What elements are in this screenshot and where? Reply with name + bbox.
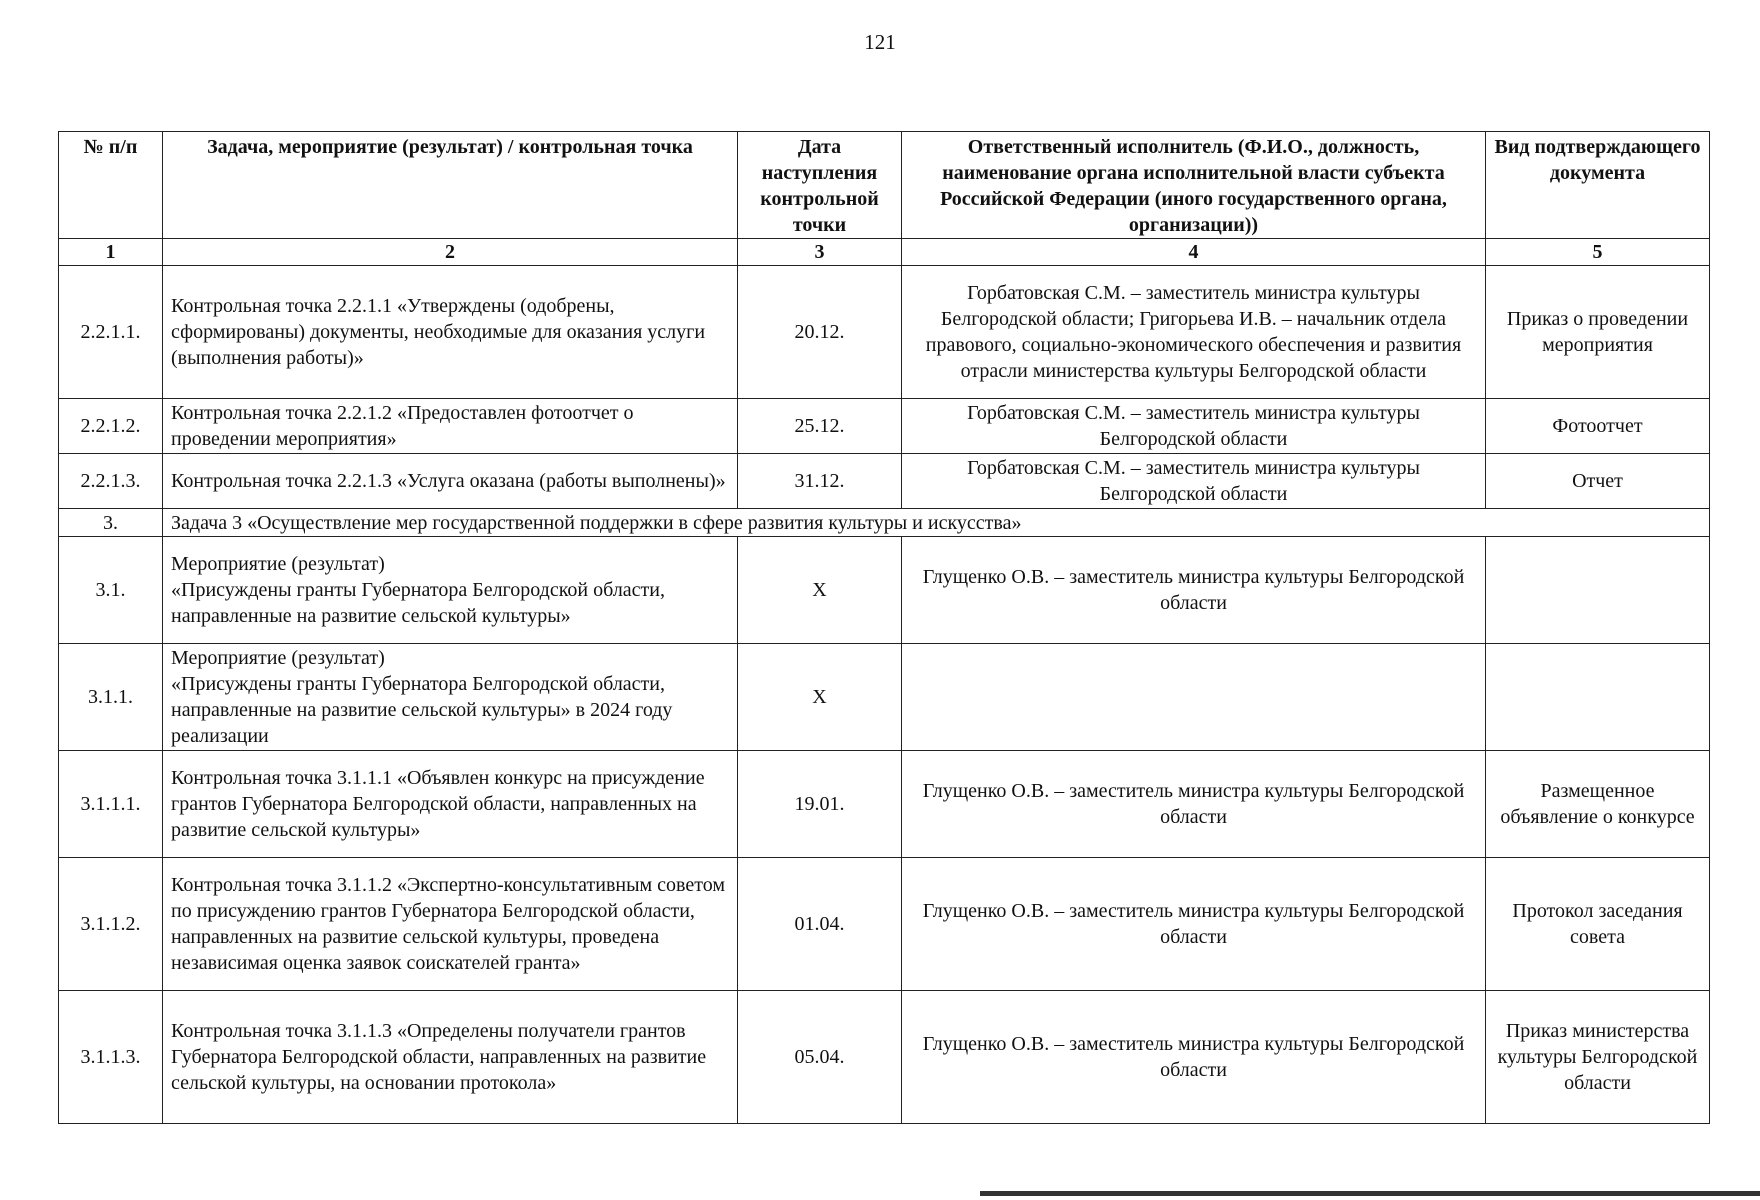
row-responsible: Горбатовская С.М. – заместитель министра культуры Белгородской области; Григорьева И.В. – начальник отдела правового, социально-экономического обеспечения и развития отрасли министерства культуры Белгородской области — [902, 266, 1486, 399]
row-document — [1486, 644, 1710, 751]
row-task: Контрольная точка 3.1.1.2 «Экспертно-консультативным советом по присуждению грантов Губернатора Белгородской области, направленных на развитие сельской культуры, проведена независимая оценка заявок соискателей гранта» — [163, 858, 738, 991]
column-number: 5 — [1486, 239, 1710, 266]
row-number: 2.2.1.1. — [59, 266, 163, 399]
table-row — [59, 537, 1710, 644]
row-document: Размещенное объявление о конкурсе — [1486, 751, 1710, 858]
row-number: 3.1.1. — [59, 644, 163, 751]
row-responsible: Горбатовская С.М. – заместитель министра культуры Белгородской области — [902, 454, 1486, 509]
row-date: 25.12. — [738, 399, 902, 454]
table-row — [59, 991, 1710, 1124]
header-row — [59, 132, 1710, 239]
row-document: Отчет — [1486, 454, 1710, 509]
scan-edge-divider — [980, 1191, 1760, 1196]
row-document: Приказ министерства культуры Белгородской области — [1486, 991, 1710, 1124]
row-number: 3. — [59, 509, 163, 537]
header-date: Дата наступления контрольной точки — [738, 132, 902, 239]
row-responsible: Глущенко О.В. – заместитель министра культуры Белгородской области — [902, 991, 1486, 1124]
row-task-title: «Присуждены гранты Губернатора Белгородской области, направленные на развитие сельской культуры» в 2024 году реализации — [171, 673, 673, 747]
row-responsible: Глущенко О.В. – заместитель министра культуры Белгородской области — [902, 858, 1486, 991]
row-number: 3.1. — [59, 537, 163, 644]
row-task: Контрольная точка 2.2.1.1 «Утверждены (одобрены, сформированы) документы, необходимые для оказания услуги (выполнения работы)» — [163, 266, 738, 399]
column-number: 3 — [738, 239, 902, 266]
table-row — [59, 454, 1710, 509]
row-date: 01.04. — [738, 858, 902, 991]
column-number: 2 — [163, 239, 738, 266]
row-task: Контрольная точка 2.2.1.2 «Предоставлен фотоотчет о проведении мероприятия» — [163, 399, 738, 454]
row-task: Контрольная точка 3.1.1.3 «Определены получатели грантов Губернатора Белгородской области, направленных на развитие сельской культуры, на основании протокола» — [163, 991, 738, 1124]
table-row — [59, 266, 1710, 399]
row-task: Контрольная точка 3.1.1.1 «Объявлен конкурс на присуждение грантов Губернатора Белгородской области, направленных на развитие сельской культуры» — [163, 751, 738, 858]
row-number: 2.2.1.3. — [59, 454, 163, 509]
row-date: 20.12. — [738, 266, 902, 399]
row-task — [163, 537, 738, 644]
task-heading: Задача 3 «Осуществление мер государственной поддержки в сфере развития культуры и искусства» — [163, 509, 1710, 537]
row-number: 3.1.1.2. — [59, 858, 163, 991]
column-number: 4 — [902, 239, 1486, 266]
row-number: 3.1.1.1. — [59, 751, 163, 858]
row-date: 05.04. — [738, 991, 902, 1124]
row-document: Протокол заседания совета — [1486, 858, 1710, 991]
row-task: Контрольная точка 2.2.1.3 «Услуга оказана (работы выполнены)» — [163, 454, 738, 509]
column-number-row — [59, 239, 1710, 266]
header-task: Задача, мероприятие (результат) / контрольная точка — [163, 132, 738, 239]
row-responsible: Глущенко О.В. – заместитель министра культуры Белгородской области — [902, 751, 1486, 858]
row-responsible — [902, 644, 1486, 751]
header-num: № п/п — [59, 132, 163, 239]
control-points-table — [58, 131, 1710, 1124]
row-date: Х — [738, 537, 902, 644]
row-task-type: Мероприятие (результат) — [171, 553, 385, 575]
row-task — [163, 644, 738, 751]
column-number: 1 — [59, 239, 163, 266]
row-task-title: «Присуждены гранты Губернатора Белгородской области, направленные на развитие сельской культуры» — [171, 579, 665, 627]
row-date: 19.01. — [738, 751, 902, 858]
row-responsible: Глущенко О.В. – заместитель министра культуры Белгородской области — [902, 537, 1486, 644]
row-document — [1486, 537, 1710, 644]
table-row — [59, 644, 1710, 751]
row-number: 3.1.1.3. — [59, 991, 163, 1124]
page-number: 121 — [864, 30, 896, 54]
header-document: Вид подтверждающего документа — [1486, 132, 1710, 239]
table-row — [59, 399, 1710, 454]
task-heading-row — [59, 509, 1710, 537]
row-document: Приказ о проведении мероприятия — [1486, 266, 1710, 399]
row-date: Х — [738, 644, 902, 751]
row-responsible: Горбатовская С.М. – заместитель министра культуры Белгородской области — [902, 399, 1486, 454]
row-date: 31.12. — [738, 454, 902, 509]
header-responsible: Ответственный исполнитель (Ф.И.О., должность, наименование органа исполнительной власти субъекта Российской Федерации (иного государственного органа, организации)) — [902, 132, 1486, 239]
row-document: Фотоотчет — [1486, 399, 1710, 454]
table-row — [59, 858, 1710, 991]
table-row — [59, 751, 1710, 858]
row-number: 2.2.1.2. — [59, 399, 163, 454]
row-task-type: Мероприятие (результат) — [171, 647, 385, 669]
